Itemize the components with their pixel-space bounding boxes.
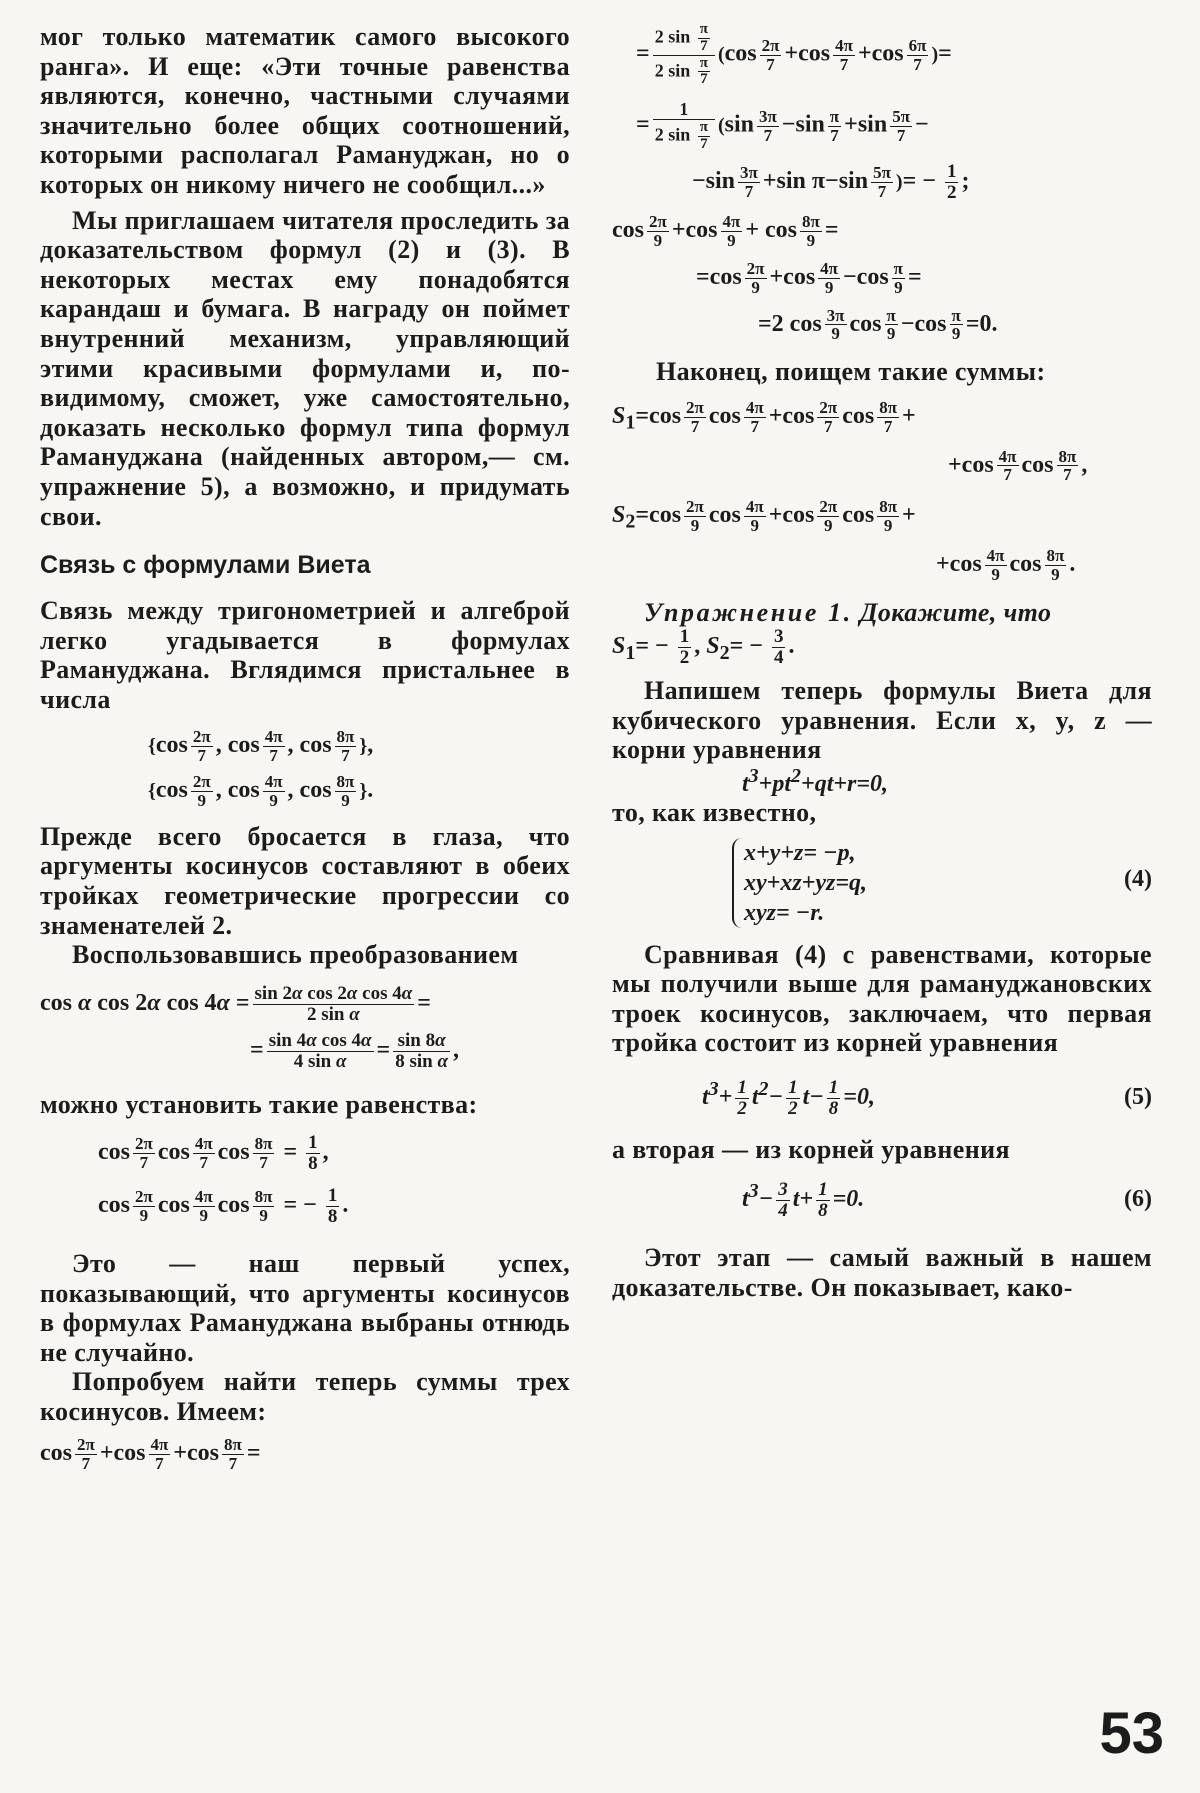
paragraph: Связь между тригонометрией и алгеброй легко угадывается в формулах Рамануджана. Вглядимся пристальнее в числа — [40, 596, 570, 714]
formula-S2-line2: +cos $\frac{4\pi}{9}$ cos $\frac{8\pi}{9}$ . — [936, 545, 1076, 584]
formula-S1-line2: +cos $\frac{4\pi}{7}$ cos $\frac{8\pi}{7}$ , — [948, 446, 1088, 485]
formula-transform-1: cos α cos 2α cos 4α = $\frac{\text{sin 2α cos 2α cos 4α}}{\text{2 sin α}}$ = — [40, 982, 431, 1025]
paragraph: Это — наш первый успех, показывающий, что аргументы косинусов в формулах Рамануджана выбраны отнюдь не случайно. — [40, 1248, 570, 1367]
paragraph: Сравнивая (4) с равенствами, которые мы получили выше для рамануджановских троек косинусов, заключаем, что первая тройка состоит из корней уравнения — [612, 939, 1152, 1058]
formula-sum7-line1: = 2 sin $\frac{\pi}{7}$ 2 sin $\frac{\pi}{7}$ (cos $\frac{2\pi}{7}$ +cos $\frac{4\pi}{7}$ +cos $\frac{6\pi}{7}$ )= — [636, 21, 952, 88]
equation-5: $t^3+$ $\frac{1}{2}$ $t^2-$ $\frac{1}{2}$ t− $\frac{1}{8}$ =0, (5) — [702, 1076, 1152, 1119]
formula-sum9-line3: =2 cos $\frac{3\pi}{9}$ cos $\frac{\pi}{9}$ −cos $\frac{\pi}{9}$ =0. — [758, 305, 998, 344]
equation-6: $t^3-$ $\frac{3}{4}$ t+ $\frac{1}{8}$ =0. (6) — [742, 1179, 1152, 1222]
paragraph: мог только математик самого высокого ранга». И еще: «Эти точные равенства являются, конечно, частными случаями значительно более общих соотношений, которыми располагал Рамануджан, но о которых он никому ничего не сообщил...» — [40, 22, 570, 199]
formula-sum7-line3: −sin $\frac{3\pi}{7}$ +sin π−sin $\frac{5\pi}{7}$ )= − $\frac{1}{2}$ ; — [692, 161, 970, 204]
paragraph: а вторая — из корней уравнения — [612, 1134, 1010, 1164]
formula-set-7: {cos $\frac{2\pi}{7}$ , cos $\frac{4\pi}{7}$ , cos $\frac{8\pi}{7}$ }, — [148, 727, 374, 766]
formula-transform-2: = $\frac{\text{sin 4α cos 4α}}{\text{4 sin α}}$ = $\frac{\sin 8\alpha}{\text{8 sin α}}$ , — [250, 1029, 459, 1072]
paragraph: можно установить такие равенства: — [40, 1089, 478, 1119]
formula-cubic: $t^3+pt^2+qt+r=0$, — [742, 764, 889, 797]
paragraph: Прежде всего бросается в глаза, что аргументы косинусов составляют в обеих тройках геометрические прогрессии со знаменателей 2. — [40, 821, 570, 940]
exercise-1 — [612, 598, 1152, 628]
left-column — [40, 22, 570, 1473]
exercise-text: Докажите, что — [859, 597, 1052, 627]
paragraph: Наконец, поищем такие суммы: — [656, 357, 1046, 387]
paragraph: Воспользовавшись преобразованием — [72, 940, 519, 970]
exercise-label: Упражнение 1. — [644, 597, 853, 627]
formula-set-9: {cos $\frac{2\pi}{9}$ , cos $\frac{4\pi}{9}$ , cos $\frac{8\pi}{9}$ }. — [148, 772, 374, 810]
page-number: 53 — [1099, 1701, 1164, 1766]
formula-sum9-line1: cos $\frac{2\pi}{9}$ +cos $\frac{4\pi}{9}$ + cos $\frac{8\pi}{9}$ = — [612, 212, 839, 251]
equation-number: (5) — [1124, 1083, 1152, 1110]
equation-number: (6) — [1124, 1186, 1152, 1213]
formula-sum-7-start: cos $\frac{2\pi}{7}$ +cos $\frac{4\pi}{7}$ +cos $\frac{8\pi}{7}$ = — [40, 1435, 261, 1474]
formula-product-7: cos $\frac{2\pi}{7}$ cos $\frac{4\pi}{7}$ cos $\frac{8\pi}{7}$ = $\frac{1}{8}$ , — [98, 1132, 329, 1175]
vieta-system: x+y+z= −p, xy+xz+yz=q, xyz= −r. (4) — [732, 838, 1152, 928]
right-column — [612, 22, 1152, 1303]
formula-product-9: cos $\frac{2\pi}{9}$ cos $\frac{4\pi}{9}$ cos $\frac{8\pi}{9}$ = − $\frac{1}{8}$ . — [98, 1185, 349, 1227]
section-heading: Связь с формулами Виета — [40, 551, 371, 580]
paragraph: Попробуем найти теперь суммы трех косинусов. Имеем: — [40, 1367, 570, 1426]
paragraph: Этот этап — самый важный в нашем доказательстве. Он показывает, како- — [612, 1243, 1152, 1302]
formula-S2-line1: $S_2=\cos$ $\frac{2\pi}{9}$ cos $\frac{4\pi}{9}$ +cos $\frac{2\pi}{9}$ cos $\frac{8\pi}{9}$ + — [612, 497, 916, 536]
paragraph: то, как известно, — [612, 797, 817, 827]
paragraph: Напишем теперь формулы Виета для кубического уравнения. Если x, y, z — корни уравнения — [612, 676, 1152, 765]
formula-exercise-answer: $S_1=$ − $\frac{1}{2}$ , $S_2=$ − $\frac{3}{4}$ . — [612, 626, 795, 669]
formula-sum7-line2: = 1 2 sin $\frac{\pi}{7}$ (sin $\frac{3\pi}{7}$ −sin $\frac{\pi}{7}$ +sin $\frac{5\pi}{7}$ − — [636, 99, 929, 152]
paragraph: Мы приглашаем читателя проследить за доказательством формул (2) и (3). В некоторых местах ему понадобятся карандаш и бумага. В награду он поймет внутренний механизм, управляющий этими красивыми формулами и, по-видимому, сможет, уже самостоятельно, доказать несколько формул типа формул Рамануджана (найденных автором,— см. упражнение 5), а возможно, и придумать свои. — [40, 205, 570, 531]
formula-S1-line1: $S_1=\cos$ $\frac{2\pi}{7}$ cos $\frac{4\pi}{7}$ +cos $\frac{2\pi}{7}$ cos $\frac{8\pi}{7}$ + — [612, 397, 916, 436]
formula-sum9-line2: =cos $\frac{2\pi}{9}$ +cos $\frac{4\pi}{9}$ −cos $\frac{\pi}{9}$ = — [696, 258, 922, 297]
equation-number: (4) — [1124, 865, 1152, 892]
